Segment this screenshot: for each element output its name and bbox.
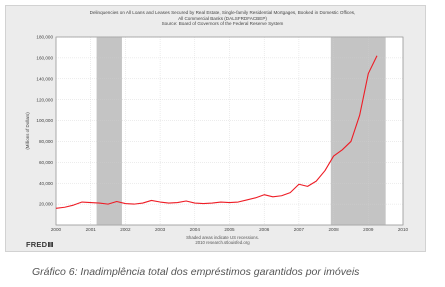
chart-title-line-2: All Commercial Banks (DALSFRDFACBEP)	[178, 15, 267, 21]
x-tick-label-7: 2006	[259, 227, 270, 232]
x-tick-label-9: 2008	[328, 227, 339, 232]
x-tick-label-4: 2003	[154, 227, 166, 232]
recession-note: Shaded areas indicate US recessions.	[186, 235, 259, 240]
x-tick-label-8: 2007	[293, 227, 305, 232]
fred-logo-mark-icon	[48, 242, 53, 247]
y-axis-label: (Millions of Dollars)	[25, 112, 30, 150]
y-tick-label-8: 160,000	[36, 55, 53, 61]
y-tick-label-9: 180,000	[36, 34, 53, 40]
figure-caption: Gráfico 6: Inadimplência total dos empréstimos garantidos por imóveis	[32, 266, 360, 278]
y-tick-label-7: 140,000	[36, 76, 53, 82]
y-tick-label-6: 120,000	[36, 97, 53, 103]
x-tick-label-5: 2004	[189, 227, 200, 232]
y-tick-label-3: 60,000	[38, 159, 53, 165]
x-tick-label-11: 2010	[397, 227, 409, 232]
source-note: 2010 research.stlouisfed.org	[195, 240, 250, 245]
x-tick-label-3: 2002	[120, 227, 131, 232]
fred-logo	[26, 240, 53, 249]
recession-band-1	[97, 37, 122, 225]
y-tick-label-2: 40,000	[38, 180, 53, 186]
fred-logo-text: FRED	[26, 240, 48, 249]
y-tick-label-1: 20,000	[38, 201, 53, 207]
x-tick-label-10: 2009	[363, 227, 374, 232]
y-tick-label-5: 100,000	[36, 118, 53, 124]
recession-band-2	[331, 37, 386, 225]
x-tick-label-1: 2000	[50, 227, 62, 232]
chart-title-line-1: Delinquencies on All Loans and Leases Secured by Real Estate, Single-family Residential Mortgages, Booked in Domestic Offices,	[89, 10, 356, 15]
x-tick-label-6: 2005	[224, 227, 235, 232]
chart-title-line-3: Source: Board of Governors of the Federal Reserve System	[161, 21, 284, 26]
x-tick-label-2: 2001	[85, 227, 96, 232]
y-tick-label-4: 80,000	[38, 139, 53, 145]
